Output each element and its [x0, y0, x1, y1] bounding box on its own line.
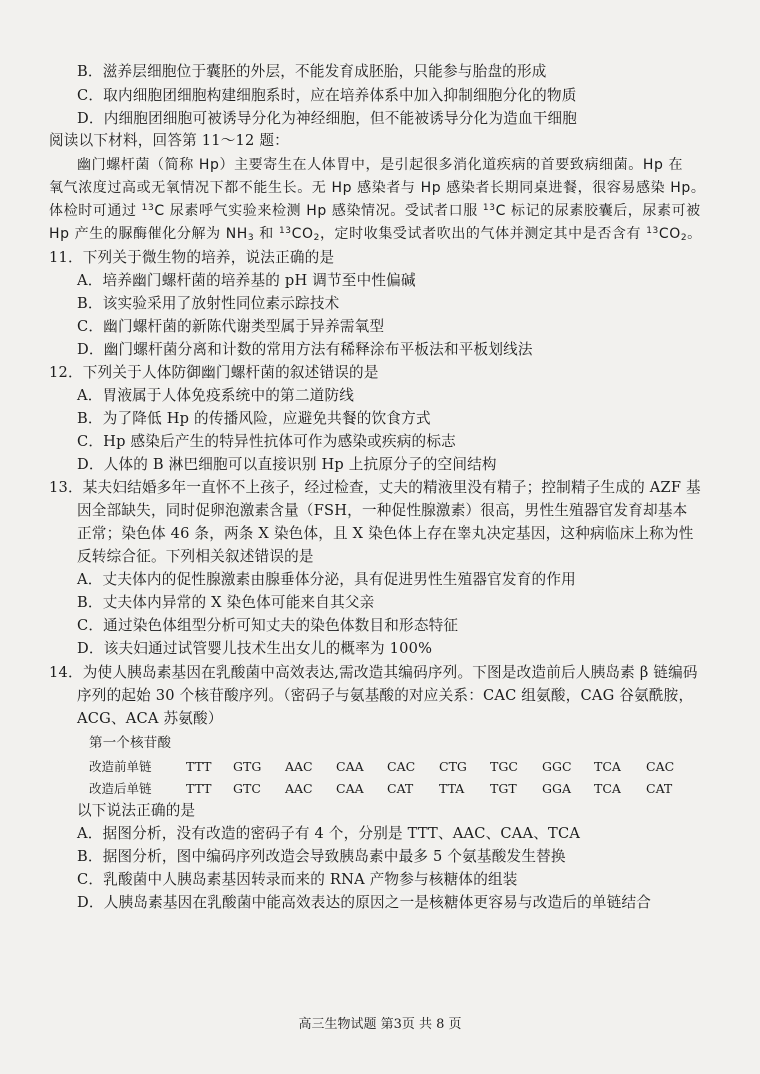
q14-option-b: B．据图分析，图中编码序列改造会导致胰岛素中最多 5 个氨基酸发生替换 [77, 848, 566, 865]
reading-intro: 阅读以下材料，回答第 11～12 题： [49, 132, 289, 149]
passage-line-4: Hp 产生的脲酶催化分解为 $NH_3$ 和 $^{13}CO_2$，定时收集受试者吹出的气体并测定其中是否含有 $^{13}CO_2$。 [49, 226, 702, 243]
q13-option-b: B．丈夫体内异常的 X 染色体可能来自其父亲 [77, 594, 375, 611]
codon: TGT [490, 781, 517, 796]
codon: CAA [336, 781, 364, 796]
q14-stem-line-1: 14．为使人胰岛素基因在乳酸菌中高效表达,需改造其编码序列。下图是改造前后人胰岛素 β 链编码 [49, 664, 698, 681]
passage-line-3: 体检时可通过 $^{13}$C 尿素呼气实验来检测 Hp 感染情况。受试者口服 $^{13}$C 标记的尿素胶囊后，尿素可被 [49, 203, 701, 219]
page-footer: 高三生物试题 第3页 共 8 页 [298, 1017, 462, 1032]
q14-stem-line-2: 序列的起始 30 个核苷酸序列。（密码子与氨基酸的对应关系：CAC 组氨酸，CAG 谷氨酰胺， [77, 687, 694, 704]
q12-option-b: B．为了降低 Hp 的传播风险，应避免共餐的饮食方式 [77, 410, 431, 427]
q11-option-d: D．幽门螺杆菌分离和计数的常用方法有稀释涂布平板法和平板划线法 [77, 341, 533, 358]
figure-label: 第一个核苷酸 [89, 735, 172, 751]
codon: GGA [542, 781, 571, 796]
q12-stem: 12．下列关于人体防御幽门螺杆菌的叙述错误的是 [49, 364, 379, 381]
codon: GGC [542, 759, 572, 774]
codon: TCA [594, 781, 621, 796]
q14-option-a: A．据图分析，没有改造的密码子有 4 个，分别是 TTT、AAC、CAA、TCA [77, 825, 581, 842]
q14-stem-end: 以下说法正确的是 [77, 802, 196, 819]
passage-line-1: 幽门螺杆菌（简称 Hp）主要寄生在人体胃中，是引起很多消化道疾病的首要致病细菌。Hp 在 [77, 157, 684, 173]
codon: CAC [646, 759, 675, 774]
q11-option-c: C．幽门螺杆菌的新陈代谢类型属于异养需氧型 [77, 318, 385, 335]
codon: AAC [285, 781, 313, 796]
row-label: 改造前单链 [89, 759, 152, 774]
q13-stem-line-3: 正常；染色体 46 条，两条 X 染色体，且 X 染色体上存在睾丸决定基因，这种病临床上称为性 [77, 525, 694, 542]
q11-option-a: A．培养幽门螺杆菌的培养基的 pH 调节至中性偏碱 [77, 272, 416, 289]
codon: CAC [387, 759, 416, 774]
sequence-row-after [0, 779, 760, 799]
codon: GTC [233, 781, 261, 796]
codon: CTG [439, 759, 467, 774]
codon: TTT [186, 781, 212, 796]
q11-option-b: B．该实验采用了放射性同位素示踪技术 [77, 295, 340, 312]
codon: TTT [186, 759, 212, 774]
q13-stem-line-2: 因全部缺失，同时促卵泡激素含量（FSH，一种促性腺激素）很高，男性生殖器官发育却基本 [77, 502, 688, 519]
q11-stem: 11．下列关于微生物的培养，说法正确的是 [49, 249, 335, 266]
codon: GTG [233, 759, 262, 774]
q12-option-d: D．人体的 B 淋巴细胞可以直接识别 Hp 上抗原分子的空间结构 [77, 456, 497, 473]
row-label: 改造后单链 [89, 781, 152, 796]
codon: CAA [336, 759, 364, 774]
q13-option-a: A．丈夫体内的促性腺激素由腺垂体分泌，具有促进男性生殖器官发育的作用 [77, 571, 576, 588]
q12-option-a: A．胃液属于人体免疫系统中的第二道防线 [77, 387, 355, 404]
codon: TGC [490, 759, 518, 774]
sequence-row-before [0, 757, 760, 777]
q14-stem-line-3: ACG、ACA 苏氨酸） [77, 710, 223, 727]
q14-option-c: C．乳酸菌中人胰岛素基因转录而来的 RNA 产物参与核糖体的组装 [77, 871, 518, 888]
q12-option-c: C．Hp 感染后产生的特异性抗体可作为感染或疾病的标志 [77, 433, 456, 450]
prev-option-d: D．内细胞团细胞可被诱导分化为神经细胞，但不能被诱导分化为造血干细胞 [77, 110, 578, 127]
prev-option-b: B．滋养层细胞位于囊胚的外层，不能发育成胚胎，只能参与胎盘的形成 [77, 63, 547, 80]
codon: TCA [594, 759, 621, 774]
q13-stem-line-4: 反转综合征。下列相关叙述错误的是 [77, 548, 314, 565]
q14-option-d: D．人胰岛素基因在乳酸菌中能高效表达的原因之一是核糖体更容易与改造后的单链结合 [77, 894, 652, 911]
passage-line-2: 氧气浓度过高或无氧情况下都不能生长。无 Hp 感染者与 Hp 感染者长期同桌进餐，很容易感染 Hp。 [49, 180, 706, 196]
q13-option-c: C．通过染色体组型分析可知丈夫的染色体数目和形态特征 [77, 617, 459, 634]
codon: CAT [646, 781, 673, 796]
q13-stem-line-1: 13．某夫妇结婚多年一直怀不上孩子，经过检查，丈夫的精液里没有精子；控制精子生成的 AZF 基 [49, 479, 701, 496]
codon: TTA [439, 781, 465, 796]
prev-option-c: C．取内细胞团细胞构建细胞系时，应在培养体系中加入抑制细胞分化的物质 [77, 87, 577, 104]
q13-option-d: D．该夫妇通过试管婴儿技术生出女儿的概率为 100% [77, 640, 433, 657]
codon: AAC [285, 759, 313, 774]
codon: CAT [387, 781, 414, 796]
